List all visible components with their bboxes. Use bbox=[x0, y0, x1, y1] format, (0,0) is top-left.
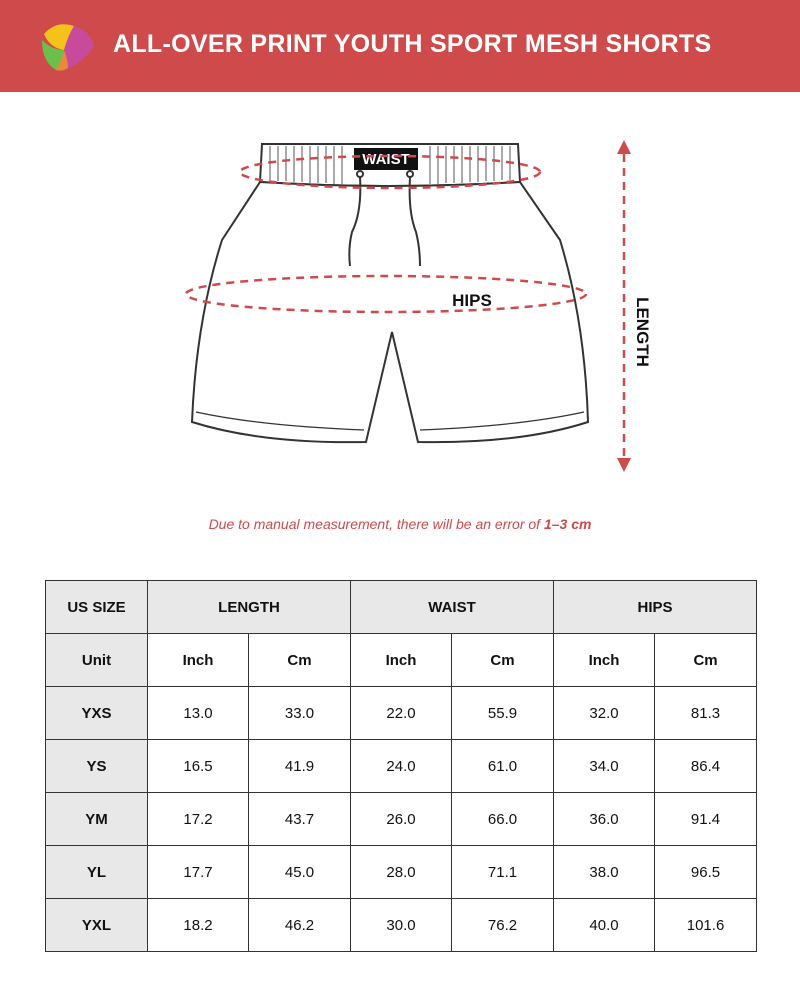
table-row bbox=[46, 793, 757, 846]
header-cell: US SIZE bbox=[46, 581, 148, 634]
value-cell: 86.4 bbox=[655, 740, 757, 793]
unit-cell: Cm bbox=[452, 634, 554, 687]
value-cell: 46.2 bbox=[249, 899, 351, 952]
header-cell: HIPS bbox=[554, 581, 757, 634]
table-row bbox=[46, 740, 757, 793]
header-bar bbox=[0, 0, 800, 92]
value-cell: 28.0 bbox=[351, 846, 452, 899]
value-cell: 96.5 bbox=[655, 846, 757, 899]
value-cell: 24.0 bbox=[351, 740, 452, 793]
size-cell: YXL bbox=[46, 899, 148, 952]
unit-cell: Inch bbox=[351, 634, 452, 687]
measurement-note bbox=[0, 516, 800, 532]
size-cell: YM bbox=[46, 793, 148, 846]
hips-label: HIPS bbox=[452, 291, 492, 310]
value-cell: 32.0 bbox=[554, 687, 655, 740]
size-cell: YL bbox=[46, 846, 148, 899]
value-cell: 66.0 bbox=[452, 793, 554, 846]
value-cell: 71.1 bbox=[452, 846, 554, 899]
value-cell: 33.0 bbox=[249, 687, 351, 740]
header-cell: LENGTH bbox=[148, 581, 351, 634]
value-cell: 40.0 bbox=[554, 899, 655, 952]
value-cell: 17.7 bbox=[148, 846, 249, 899]
note-highlight: 1–3 cm bbox=[543, 516, 592, 532]
value-cell: 76.2 bbox=[452, 899, 554, 952]
value-cell: 55.9 bbox=[452, 687, 554, 740]
waist-label: WAIST bbox=[362, 151, 410, 168]
brand-logo-icon bbox=[38, 20, 96, 72]
size-chart-table bbox=[45, 580, 757, 952]
value-cell: 26.0 bbox=[351, 793, 452, 846]
table-row bbox=[46, 687, 757, 740]
unit-cell: Unit bbox=[46, 634, 148, 687]
value-cell: 17.2 bbox=[148, 793, 249, 846]
unit-cell: Cm bbox=[249, 634, 351, 687]
shorts-diagram bbox=[0, 92, 800, 512]
value-cell: 38.0 bbox=[554, 846, 655, 899]
value-cell: 18.2 bbox=[148, 899, 249, 952]
length-label: LENGTH bbox=[633, 297, 652, 367]
value-cell: 43.7 bbox=[249, 793, 351, 846]
unit-row bbox=[46, 634, 757, 687]
table-header-row bbox=[46, 581, 757, 634]
value-cell: 16.5 bbox=[148, 740, 249, 793]
value-cell: 81.3 bbox=[655, 687, 757, 740]
value-cell: 101.6 bbox=[655, 899, 757, 952]
table-row bbox=[46, 899, 757, 952]
length-measure-arrow bbox=[617, 140, 631, 472]
table-row bbox=[46, 846, 757, 899]
value-cell: 91.4 bbox=[655, 793, 757, 846]
unit-cell: Inch bbox=[554, 634, 655, 687]
size-cell: YXS bbox=[46, 687, 148, 740]
value-cell: 41.9 bbox=[249, 740, 351, 793]
page-title: ALL-OVER PRINT YOUTH SPORT MESH SHORTS bbox=[113, 30, 712, 58]
value-cell: 34.0 bbox=[554, 740, 655, 793]
unit-cell: Inch bbox=[148, 634, 249, 687]
value-cell: 61.0 bbox=[452, 740, 554, 793]
value-cell: 13.0 bbox=[148, 687, 249, 740]
size-cell: YS bbox=[46, 740, 148, 793]
note-text: Due to manual measurement, there will be an error of bbox=[208, 516, 544, 532]
unit-cell: Cm bbox=[655, 634, 757, 687]
value-cell: 22.0 bbox=[351, 687, 452, 740]
value-cell: 36.0 bbox=[554, 793, 655, 846]
value-cell: 45.0 bbox=[249, 846, 351, 899]
header-cell: WAIST bbox=[351, 581, 554, 634]
value-cell: 30.0 bbox=[351, 899, 452, 952]
